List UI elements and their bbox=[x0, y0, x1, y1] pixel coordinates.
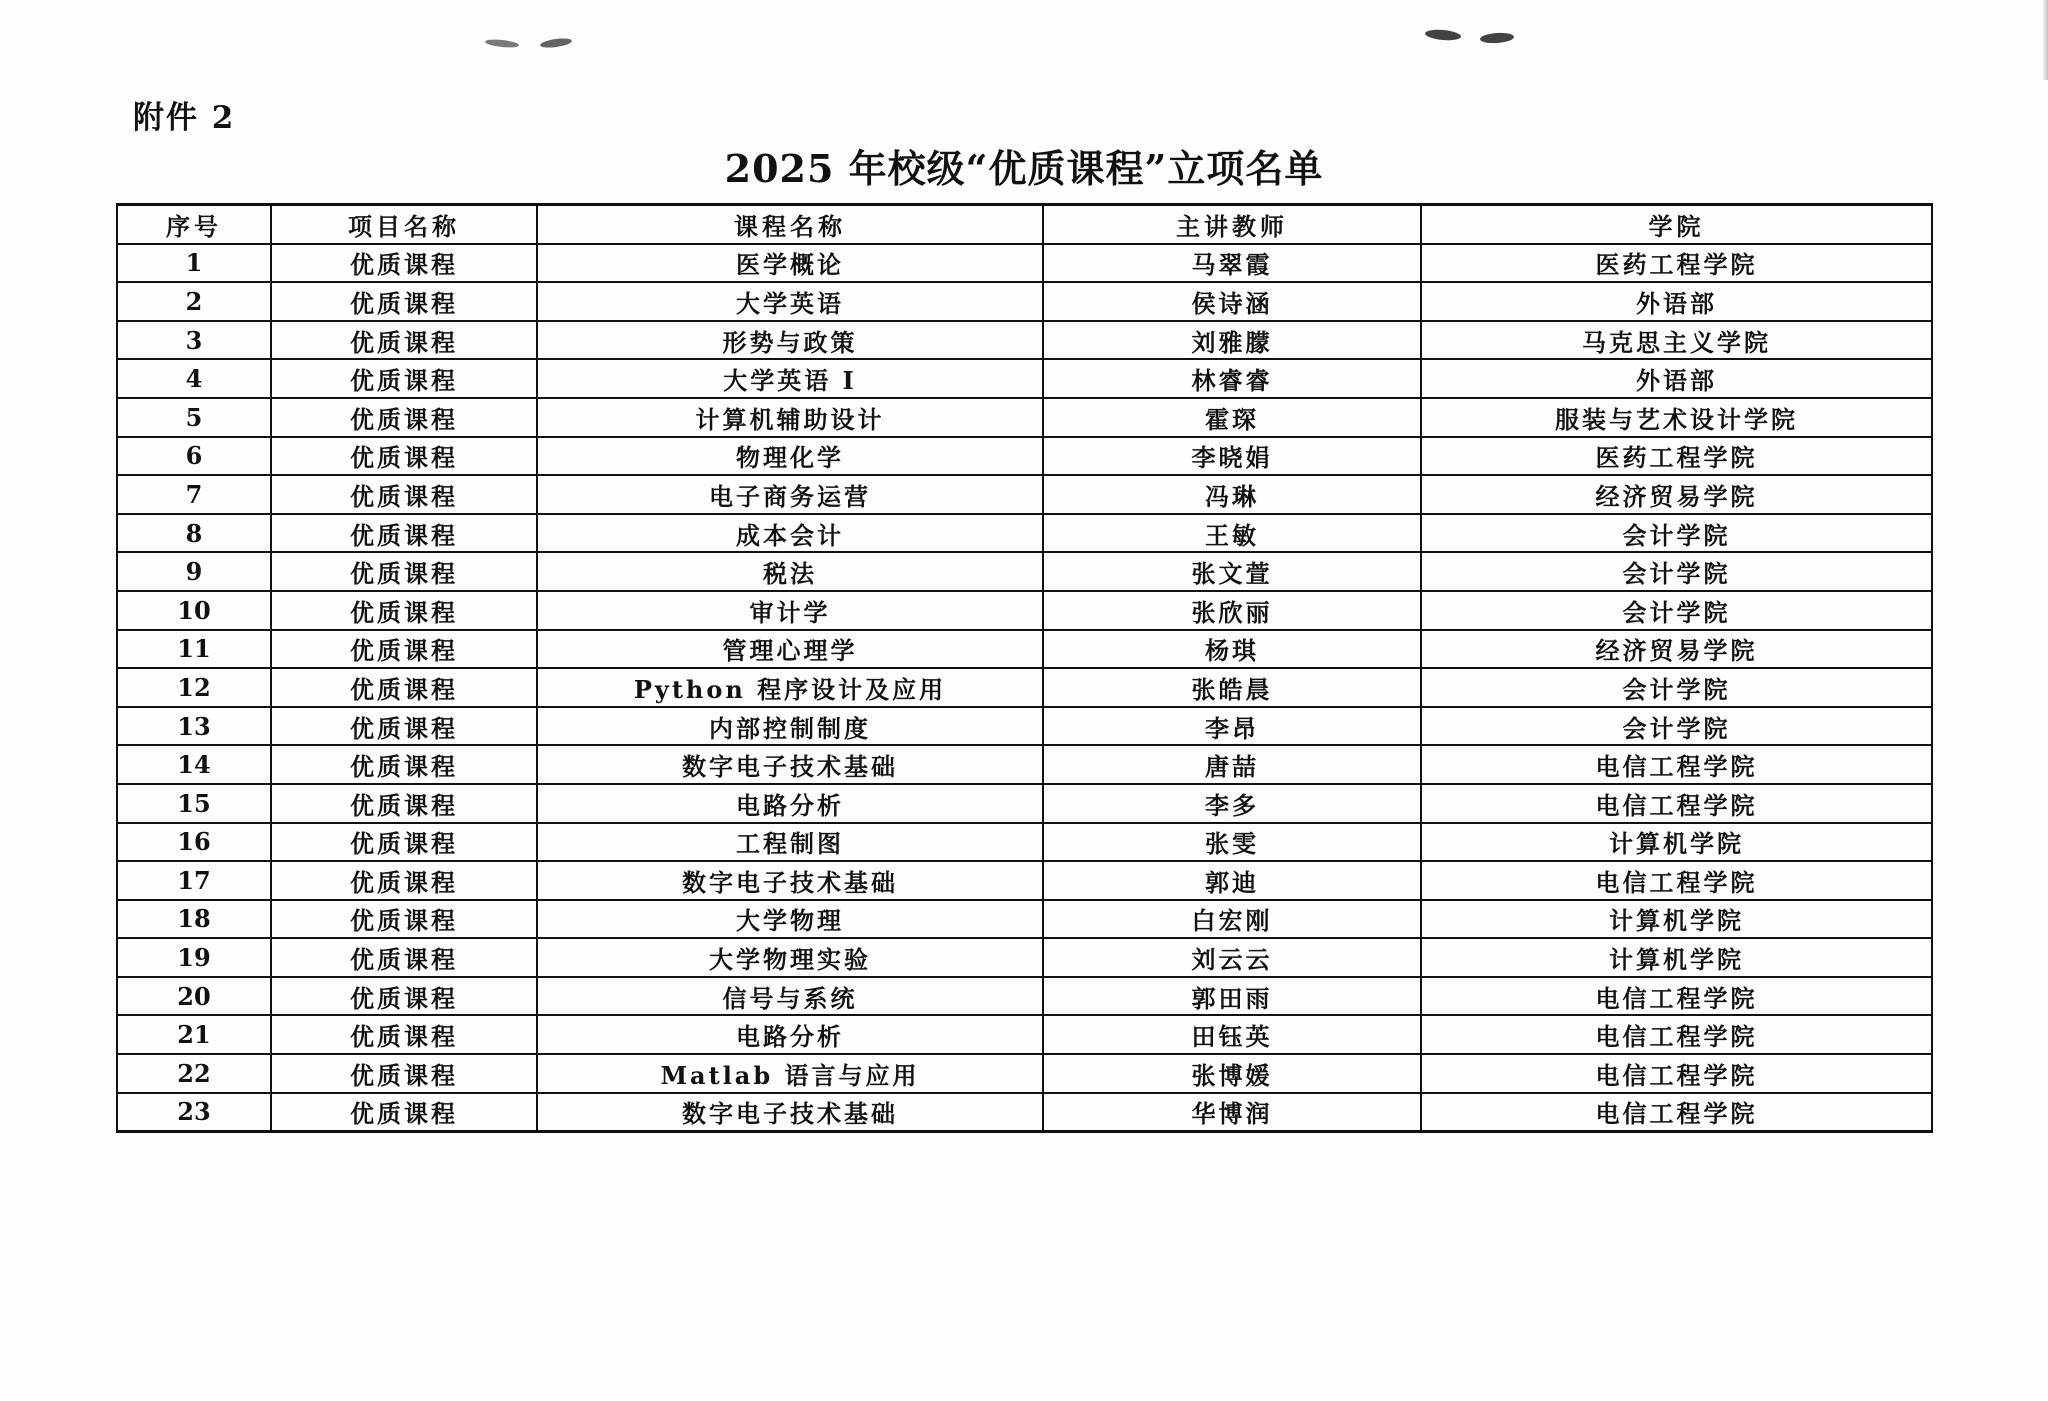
cell-no: 4 bbox=[117, 359, 271, 398]
cell-project: 优质课程 bbox=[271, 823, 537, 862]
cell-teacher: 杨琪 bbox=[1043, 630, 1421, 669]
cell-teacher: 郭田雨 bbox=[1043, 977, 1421, 1016]
cell-project: 优质课程 bbox=[271, 745, 537, 784]
cell-project: 优质课程 bbox=[271, 861, 537, 900]
cell-college: 电信工程学院 bbox=[1421, 745, 1932, 784]
cell-course: 信号与系统 bbox=[537, 977, 1043, 1016]
cell-course: 计算机辅助设计 bbox=[537, 398, 1043, 437]
cell-teacher: 张博媛 bbox=[1043, 1054, 1421, 1093]
cell-college: 计算机学院 bbox=[1421, 938, 1932, 977]
cell-college: 计算机学院 bbox=[1421, 823, 1932, 862]
cell-project: 优质课程 bbox=[271, 398, 537, 437]
cell-college: 会计学院 bbox=[1421, 552, 1932, 591]
cell-college: 电信工程学院 bbox=[1421, 977, 1932, 1016]
cell-teacher: 白宏刚 bbox=[1043, 900, 1421, 939]
cell-course: 成本会计 bbox=[537, 514, 1043, 553]
cell-teacher: 王敏 bbox=[1043, 514, 1421, 553]
cell-course: 大学物理 bbox=[537, 900, 1043, 939]
cell-course: 大学英语 I bbox=[537, 359, 1043, 398]
attachment-label: 附件 2 bbox=[133, 100, 236, 136]
cell-college: 电信工程学院 bbox=[1421, 1093, 1932, 1132]
cell-course: Python 程序设计及应用 bbox=[537, 668, 1043, 707]
cell-project: 优质课程 bbox=[271, 514, 537, 553]
cell-no: 2 bbox=[117, 282, 271, 321]
cell-no: 3 bbox=[117, 321, 271, 360]
cell-no: 10 bbox=[117, 591, 271, 630]
cell-college: 电信工程学院 bbox=[1421, 1015, 1932, 1054]
table-row bbox=[117, 1015, 1932, 1054]
cell-college: 马克思主义学院 bbox=[1421, 321, 1932, 360]
scan-edge-shadow bbox=[2042, 0, 2048, 80]
cell-teacher: 张皓晨 bbox=[1043, 668, 1421, 707]
table-row bbox=[117, 900, 1932, 939]
cell-teacher: 马翠霞 bbox=[1043, 244, 1421, 283]
table-row bbox=[117, 244, 1932, 283]
cell-project: 优质课程 bbox=[271, 591, 537, 630]
table-row bbox=[117, 938, 1932, 977]
document-title: 2025 年校级“优质课程”立项名单 bbox=[724, 146, 1324, 191]
cell-course: 工程制图 bbox=[537, 823, 1043, 862]
cell-course: 物理化学 bbox=[537, 437, 1043, 476]
table-row bbox=[117, 784, 1932, 823]
cell-college: 电信工程学院 bbox=[1421, 1054, 1932, 1093]
cell-no: 11 bbox=[117, 630, 271, 669]
table-row bbox=[117, 321, 1932, 360]
cell-teacher: 张欣丽 bbox=[1043, 591, 1421, 630]
table-row bbox=[117, 282, 1932, 321]
table-row bbox=[117, 437, 1932, 476]
cell-teacher: 冯琳 bbox=[1043, 475, 1421, 514]
cell-course: 审计学 bbox=[537, 591, 1043, 630]
cell-no: 20 bbox=[117, 977, 271, 1016]
cell-project: 优质课程 bbox=[271, 1054, 537, 1093]
cell-course: 大学物理实验 bbox=[537, 938, 1043, 977]
cell-course: Matlab 语言与应用 bbox=[537, 1054, 1043, 1093]
scan-artifact bbox=[485, 38, 520, 49]
cell-college: 经济贸易学院 bbox=[1421, 475, 1932, 514]
cell-project: 优质课程 bbox=[271, 707, 537, 746]
cell-teacher: 田钰英 bbox=[1043, 1015, 1421, 1054]
cell-project: 优质课程 bbox=[271, 437, 537, 476]
cell-course: 形势与政策 bbox=[537, 321, 1043, 360]
cell-course: 数字电子技术基础 bbox=[537, 1093, 1043, 1132]
table-row bbox=[117, 552, 1932, 591]
cell-project: 优质课程 bbox=[271, 552, 537, 591]
cell-project: 优质课程 bbox=[271, 282, 537, 321]
table-row bbox=[117, 1054, 1932, 1093]
cell-teacher: 林睿睿 bbox=[1043, 359, 1421, 398]
table-body bbox=[117, 244, 1932, 1132]
cell-no: 16 bbox=[117, 823, 271, 862]
cell-college: 服装与艺术设计学院 bbox=[1421, 398, 1932, 437]
cell-project: 优质课程 bbox=[271, 630, 537, 669]
cell-course: 电子商务运营 bbox=[537, 475, 1043, 514]
cell-no: 6 bbox=[117, 437, 271, 476]
cell-no: 13 bbox=[117, 707, 271, 746]
cell-no: 12 bbox=[117, 668, 271, 707]
header-no: 序号 bbox=[117, 205, 271, 244]
cell-course: 医学概论 bbox=[537, 244, 1043, 283]
cell-teacher: 华博润 bbox=[1043, 1093, 1421, 1132]
cell-no: 23 bbox=[117, 1093, 271, 1132]
cell-college: 会计学院 bbox=[1421, 591, 1932, 630]
cell-college: 医药工程学院 bbox=[1421, 244, 1932, 283]
header-course: 课程名称 bbox=[537, 205, 1043, 244]
cell-college: 外语部 bbox=[1421, 282, 1932, 321]
scan-artifact bbox=[540, 37, 573, 49]
table-header-row bbox=[117, 205, 1932, 244]
cell-course: 数字电子技术基础 bbox=[537, 861, 1043, 900]
header-project: 项目名称 bbox=[271, 205, 537, 244]
cell-no: 9 bbox=[117, 552, 271, 591]
cell-course: 管理心理学 bbox=[537, 630, 1043, 669]
cell-teacher: 李晓娟 bbox=[1043, 437, 1421, 476]
cell-no: 15 bbox=[117, 784, 271, 823]
cell-course: 大学英语 bbox=[537, 282, 1043, 321]
cell-teacher: 侯诗涵 bbox=[1043, 282, 1421, 321]
cell-no: 1 bbox=[117, 244, 271, 283]
cell-no: 19 bbox=[117, 938, 271, 977]
table-row bbox=[117, 668, 1932, 707]
cell-college: 外语部 bbox=[1421, 359, 1932, 398]
cell-course: 数字电子技术基础 bbox=[537, 745, 1043, 784]
header-teacher: 主讲教师 bbox=[1043, 205, 1421, 244]
cell-no: 18 bbox=[117, 900, 271, 939]
cell-project: 优质课程 bbox=[271, 1093, 537, 1132]
cell-no: 5 bbox=[117, 398, 271, 437]
cell-college: 会计学院 bbox=[1421, 707, 1932, 746]
cell-no: 21 bbox=[117, 1015, 271, 1054]
cell-project: 优质课程 bbox=[271, 1015, 537, 1054]
cell-project: 优质课程 bbox=[271, 668, 537, 707]
cell-no: 17 bbox=[117, 861, 271, 900]
cell-teacher: 张雯 bbox=[1043, 823, 1421, 862]
cell-course: 电路分析 bbox=[537, 1015, 1043, 1054]
cell-project: 优质课程 bbox=[271, 359, 537, 398]
cell-no: 14 bbox=[117, 745, 271, 784]
header-college: 学院 bbox=[1421, 205, 1932, 244]
cell-project: 优质课程 bbox=[271, 900, 537, 939]
cell-project: 优质课程 bbox=[271, 938, 537, 977]
cell-college: 经济贸易学院 bbox=[1421, 630, 1932, 669]
table-row bbox=[117, 707, 1932, 746]
cell-teacher: 刘雅朦 bbox=[1043, 321, 1421, 360]
table-row bbox=[117, 745, 1932, 784]
cell-project: 优质课程 bbox=[271, 475, 537, 514]
cell-teacher: 郭迪 bbox=[1043, 861, 1421, 900]
scan-artifact bbox=[1425, 28, 1462, 41]
cell-course: 内部控制制度 bbox=[537, 707, 1043, 746]
cell-project: 优质课程 bbox=[271, 977, 537, 1016]
cell-college: 电信工程学院 bbox=[1421, 861, 1932, 900]
table-row bbox=[117, 475, 1932, 514]
scan-artifact bbox=[1480, 32, 1515, 44]
cell-project: 优质课程 bbox=[271, 321, 537, 360]
cell-teacher: 霍琛 bbox=[1043, 398, 1421, 437]
cell-course: 税法 bbox=[537, 552, 1043, 591]
cell-teacher: 李多 bbox=[1043, 784, 1421, 823]
table-row bbox=[117, 398, 1932, 437]
table-row bbox=[117, 591, 1932, 630]
table-row bbox=[117, 514, 1932, 553]
cell-teacher: 刘云云 bbox=[1043, 938, 1421, 977]
cell-project: 优质课程 bbox=[271, 244, 537, 283]
table-row bbox=[117, 977, 1932, 1016]
table-row bbox=[117, 823, 1932, 862]
project-table bbox=[116, 203, 1933, 1133]
cell-college: 医药工程学院 bbox=[1421, 437, 1932, 476]
cell-project: 优质课程 bbox=[271, 784, 537, 823]
cell-teacher: 张文萱 bbox=[1043, 552, 1421, 591]
cell-college: 会计学院 bbox=[1421, 668, 1932, 707]
cell-no: 7 bbox=[117, 475, 271, 514]
cell-no: 8 bbox=[117, 514, 271, 553]
table-row bbox=[117, 359, 1932, 398]
cell-college: 会计学院 bbox=[1421, 514, 1932, 553]
table-row bbox=[117, 1093, 1932, 1132]
table-row bbox=[117, 861, 1932, 900]
cell-course: 电路分析 bbox=[537, 784, 1043, 823]
cell-college: 电信工程学院 bbox=[1421, 784, 1932, 823]
cell-teacher: 李昂 bbox=[1043, 707, 1421, 746]
cell-college: 计算机学院 bbox=[1421, 900, 1932, 939]
cell-teacher: 唐喆 bbox=[1043, 745, 1421, 784]
table-row bbox=[117, 630, 1932, 669]
cell-no: 22 bbox=[117, 1054, 271, 1093]
